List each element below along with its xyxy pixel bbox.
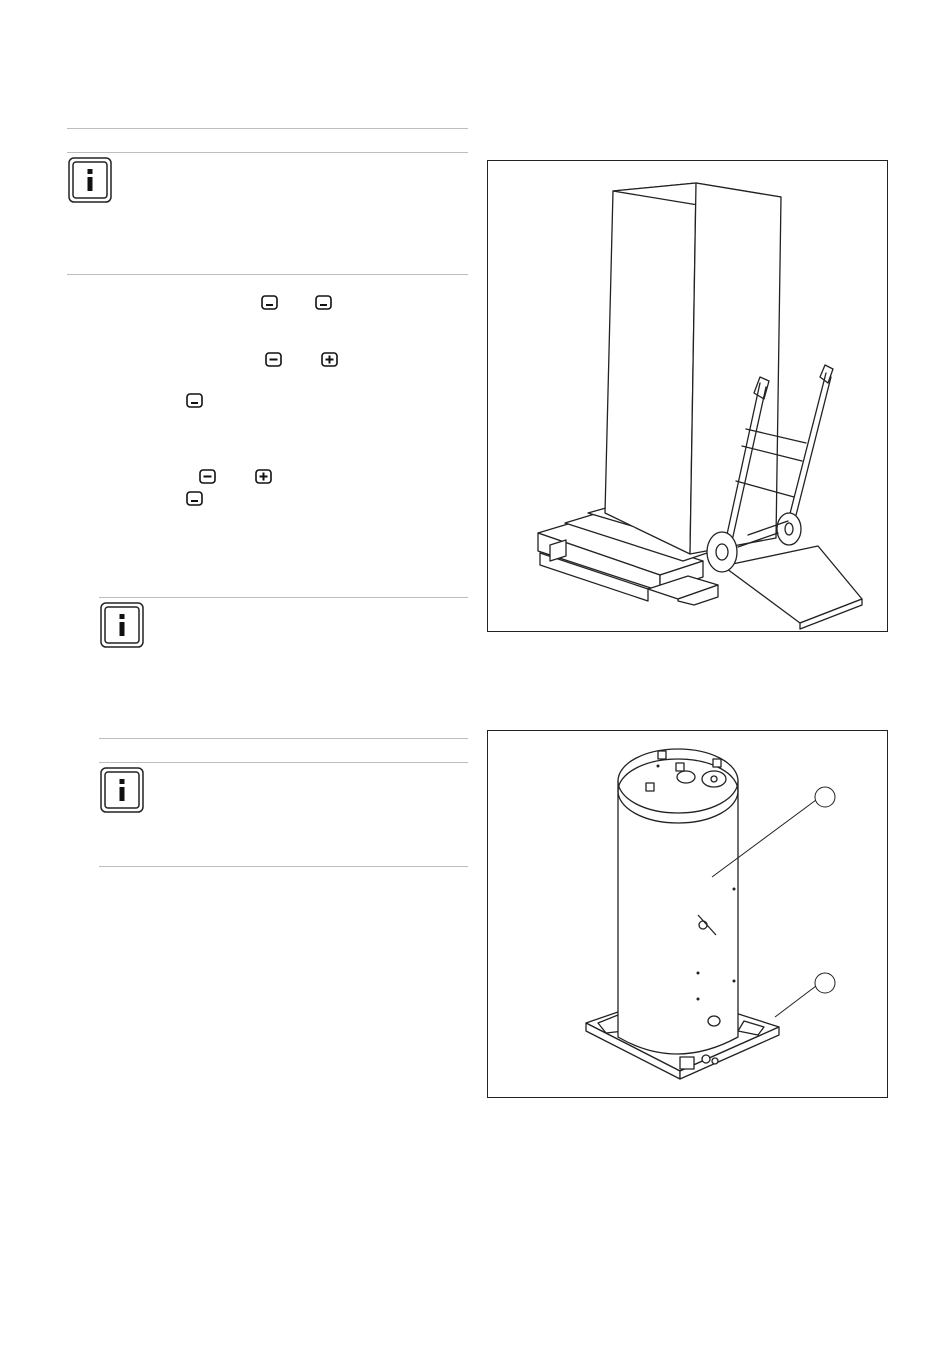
info-icon — [68, 157, 112, 203]
callout-marker-2 — [815, 973, 835, 993]
softkey-blank-icon — [186, 491, 203, 506]
note-rule-top — [67, 152, 468, 153]
softkey-blank-icon — [315, 295, 332, 310]
minus-key-icon — [199, 469, 216, 484]
softkey-blank-icon — [186, 393, 203, 408]
callout-marker-1 — [815, 787, 835, 807]
plus-key-icon — [255, 469, 272, 484]
section-rule-top — [67, 128, 468, 129]
note-rule-bottom — [67, 274, 468, 275]
minus-key-icon — [265, 352, 282, 367]
section-rule — [99, 738, 468, 739]
transport-figure — [487, 160, 888, 632]
note-rule-top — [99, 762, 468, 763]
plus-key-icon — [321, 352, 338, 367]
hot-water-cylinder-illustration — [488, 731, 887, 1097]
pallet-hand-truck-illustration — [488, 161, 887, 631]
note-rule-bottom — [99, 866, 468, 867]
info-icon — [100, 602, 144, 648]
info-icon — [100, 767, 144, 813]
softkey-blank-icon — [261, 295, 278, 310]
note-rule-top — [99, 597, 468, 598]
cylinder-figure — [487, 730, 888, 1098]
